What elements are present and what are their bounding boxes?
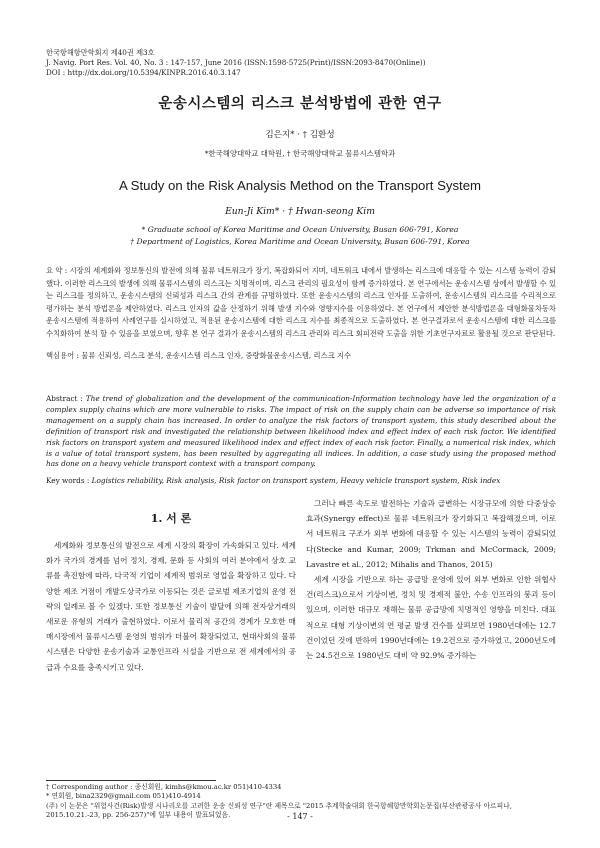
- section-heading-introduction: 1. 서 론: [150, 512, 192, 525]
- affiliations-english: [0, 224, 600, 247]
- journal-name-ko: 한국항해항만학회지 제40권 제3호: [46, 48, 155, 57]
- keywords-korean: [46, 350, 556, 363]
- doi-line: DOI : http://dx.doi.org/10.5394/KINPR.2016.40.3.147: [46, 68, 241, 78]
- abstract-english-text: The trend of globalization and the development of the communication-Information technology have led the organization of a complex supply chains which are more vulnerable to risks. The impact of risk on the supply chain can be adverse so importance of risk management on a supply chain has increased. In order to analyze the risk factors of transport system, this study described about the definition of transport risk and investigated the relationship between likelihood index and effect index of each risk factor. We identified risk factors on transport system and measured likelihood index and effect index of each risk factor. Finally, a numerical risk index, which is a value of total transport system, has been resulted by aggregating all indices. In addition, a case study using the proposed method has done on a heavy vehicle transport context with a transport company.: [46, 394, 556, 469]
- footnote-corresponding: † Corresponding author : 종신회원, kimhs@kmou.ac.kr 051)410-4334: [46, 783, 282, 791]
- affiliations-korean: *한국해양대학교 대학원, † 한국해양대학교 물류시스템학과: [204, 149, 396, 158]
- affiliation-department: † Department of Logistics, Korea Maritime and Ocean University, Busan 606-791, Korea: [130, 236, 470, 246]
- journal-header: [46, 48, 556, 79]
- body-paragraph: 세계화와 정보통신의 발전으로 세계 시장의 확장이 가속화되고 있다. 세계화가 국가의 경계를 넘어 정치, 경제, 문화 등 사회의 여러 분야에서 상호 교류를 촉진함에 따라, 다국적 기업이 세계적 범위로 영업을 확장하고 있다. 다양한 제조 거점이 개발도상국가로 이동되는 것은 글로벌 제조기업의 운영 전략의 일례로 볼 수 있겠다. 또한 정보통신 기술이 발달에 의해 전자상거래의 새로운 유형의 거래가 출현하였다. 이로서 물리적 공간의 경계가 모호한 매매시장에서 물류시스템 운영의 범위가 더불어 확장되었고, 현대사회의 물류시스템은 다양한 운송기술과 교통인프라 시설을 기반으로 전 세계에서의 공급과 수요를 충족시키고 있다.: [46, 541, 296, 672]
- body-column-right: [306, 496, 556, 663]
- abstract-english-label: Abstract :: [46, 394, 86, 403]
- page-number: - 147 -: [287, 812, 313, 821]
- abstract-korean-label: 요 약 :: [46, 266, 70, 275]
- footnote-member: * 연회원, bina2329@gmail.com 051)410-4914: [46, 792, 201, 801]
- body-paragraph: 세계 시장을 기반으로 하는 공급망 운영에 있어 외부 변화로 인한 위협사건(리스크)으로서 기상이변, 정치 및 경제적 불안, 수송 인프라의 붕괴 등이 있으며, 이러한 대규모 재해는 물류 공급망에 치명적인 영향을 미친다. 대표적으로 대형 기상이변의 연 평균 발생 건수를 살펴보면 1980년대에는 12.7건이었던 것에 반하여 1990년대에는 19.2건으로 증가하였고, 2000년도에는 24.5건으로 1980년도 대비 약 92.9% 증가하는: [306, 575, 556, 661]
- keywords-english-text: Logistics reliability, Risk analysis, Risk factor on transport system, Heavy vehicle transport system, Risk index: [91, 476, 501, 485]
- keywords-english: [46, 475, 556, 488]
- keywords-korean-text: 물류 신뢰성, 리스크 분석, 운송시스템 리스크 인자, 중량화물운송시스템, 리스크 지수: [81, 351, 352, 360]
- body-column-left: [46, 538, 296, 675]
- journal-citation: J. Navig. Port Res. Vol. 40, No. 3 : 147-157, June 2016 (ISSN:1598-5725(Print)/ISSN:2093-8470(Online)): [46, 58, 426, 68]
- authors-english: Eun-Ji Kim* · † Hwan-seong Kim: [225, 206, 375, 217]
- footnote-divider: [46, 780, 216, 781]
- body-paragraph: 그러나 빠른 속도로 발전하는 기술과 급변하는 시장규모에 의한 다중상승효과(Synergy effect)로 물류 네트워크가 장기화되고 복잡해졌으며, 이로서 네트워크 구조가 외부 변화에 대응할 수 있는 시스템의 능력이 감퇴되었다(Stecke and Kumar, 2009; Trkman and McCormack, 2009; Lavastre et al., 2012; Mihalis and Thanos, 2015): [306, 499, 556, 569]
- keywords-korean-label: 핵심용어 :: [46, 351, 82, 360]
- footnote-note: (주) 이 논문은 "위험사건(Risk)발생 시나리오를 고려한 운송 신뢰성 연구"란 제목으로 "2015 추계학술대회 한국항해항만학회논문집(부산관광공사 아르피나, 2015.10.21.-23, pp. 256-257)"에 일부 내용이 발표되었음.: [46, 801, 512, 820]
- authors-korean: 김은지* · † 김환성: [265, 130, 335, 140]
- abstract-korean: [46, 265, 556, 341]
- abstract-english: [46, 394, 556, 470]
- abstract-korean-text: 시장의 세계화와 정보통신의 발전에 의해 물류 네트워크가 장기, 복잡화되어 지며, 네트워크 내에서 발생하는 리스크에 대응할 수 있는 시스템 능력이 감퇴했다. 이러한 리스크의 발생에 의해 물류시스템의 리스크는 치명적이며, 리스크 관리의 필요성이 함께 증가하였다. 본 연구에서는 운송시스템 상에서 발생할 수 있는 리스크를 정의하고, 운송시스템의 신뢰성과 리스크 간의 관계를 규명하였다. 또한 운송시스템의 리스크 인자를 도출하여, 운송시스템의 리스크를 수리적으로 평가하는 분석 방법론을 제안하였다. 리스크 인자의 값을 산정하기 위해 발생 지수와 영향지수를 이용하였다. 본 연구에서 제안한 분석방법론을 대형화물차동차 운송시스템에 적용하여 사례연구를 실시하였고, 적용된 운송시스템에 대한 리스크 지수를 최종적으로 도출하였다. 본 연구결과로서 운송시스템에 대한 리스크를 수치화하여 분석 할 수 있음을 보였으며, 향후 본 연구 결과가 운송시스템의 리스크 관리와 리스크 회피전략 도출을 위한 기초연구자료로 활용될 것으로 판단된다.: [46, 266, 557, 338]
- affiliation-graduate: * Graduate school of Korea Maritime and Ocean University, Busan 606-791, Korea: [141, 225, 459, 234]
- title-korean: 운송시스템의 리스크 분석방법에 관한 연구: [158, 95, 442, 112]
- keywords-english-label: Key words :: [46, 476, 92, 485]
- title-english: A Study on the Risk Analysis Method on the Transport System: [118, 178, 482, 193]
